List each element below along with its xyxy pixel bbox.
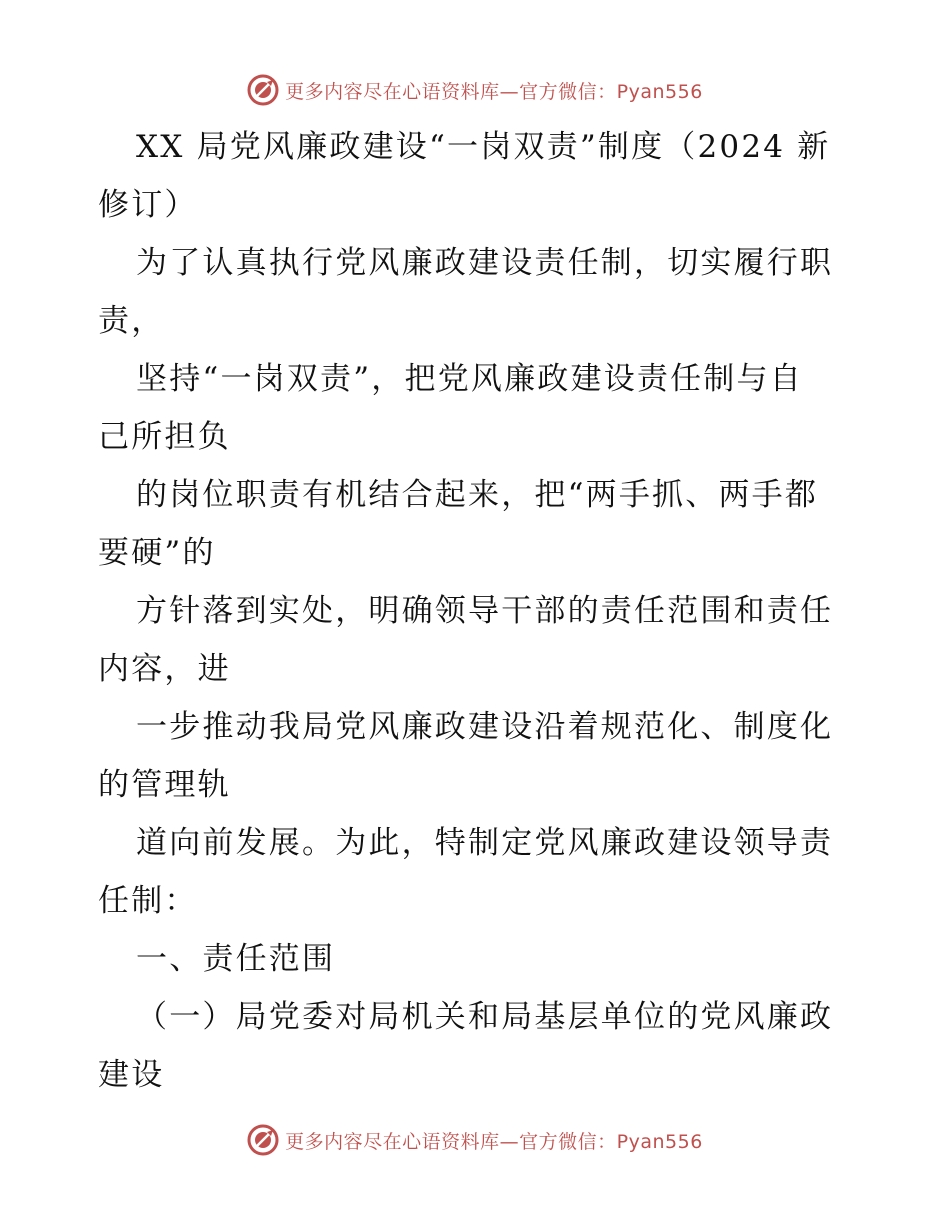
text-line: （一）局党委对局机关和局基层单位的党风廉政	[136, 999, 834, 1035]
text-line: 道向前发展。为此，特制定党风廉政建设领导责	[136, 825, 834, 861]
text-line: 建设	[98, 1057, 165, 1093]
text-line: 修订）	[98, 187, 198, 223]
text-line: 要硬”的	[98, 535, 216, 571]
red-seal-logo-icon	[247, 1124, 279, 1156]
text-line: 一步推动我局党风廉政建设沿着规范化、制度化	[136, 709, 834, 745]
text-line: 己所担负	[98, 419, 231, 455]
document-body	[98, 118, 858, 1104]
footer-watermark	[0, 1120, 950, 1160]
text-line: 内容，进	[98, 651, 231, 687]
text-line: 为了认真执行党风廉政建设责任制，切实履行职	[136, 245, 834, 281]
text-line: XX 局党风廉政建设“一岗双责”制度（2024 新	[136, 129, 831, 165]
text-line: 的管理轨	[98, 767, 231, 803]
text-line: 的岗位职责有机结合起来，把“两手抓、两手都	[136, 477, 819, 513]
watermark-text: 更多内容尽在心语资料库—官方微信：Pyan556	[285, 80, 703, 103]
header-watermark	[0, 70, 950, 110]
text-line: 任制：	[98, 883, 198, 919]
text-line: 责，	[98, 303, 165, 339]
text-line: 方针落到实处，明确领导干部的责任范围和责任	[136, 593, 834, 629]
text-line: 一、责任范围	[136, 941, 336, 977]
text-line: 坚持“一岗双责”，把党风廉政建设责任制与自	[136, 361, 803, 397]
watermark-text: 更多内容尽在心语资料库—官方微信：Pyan556	[285, 1130, 703, 1153]
red-seal-logo-icon	[247, 74, 279, 106]
